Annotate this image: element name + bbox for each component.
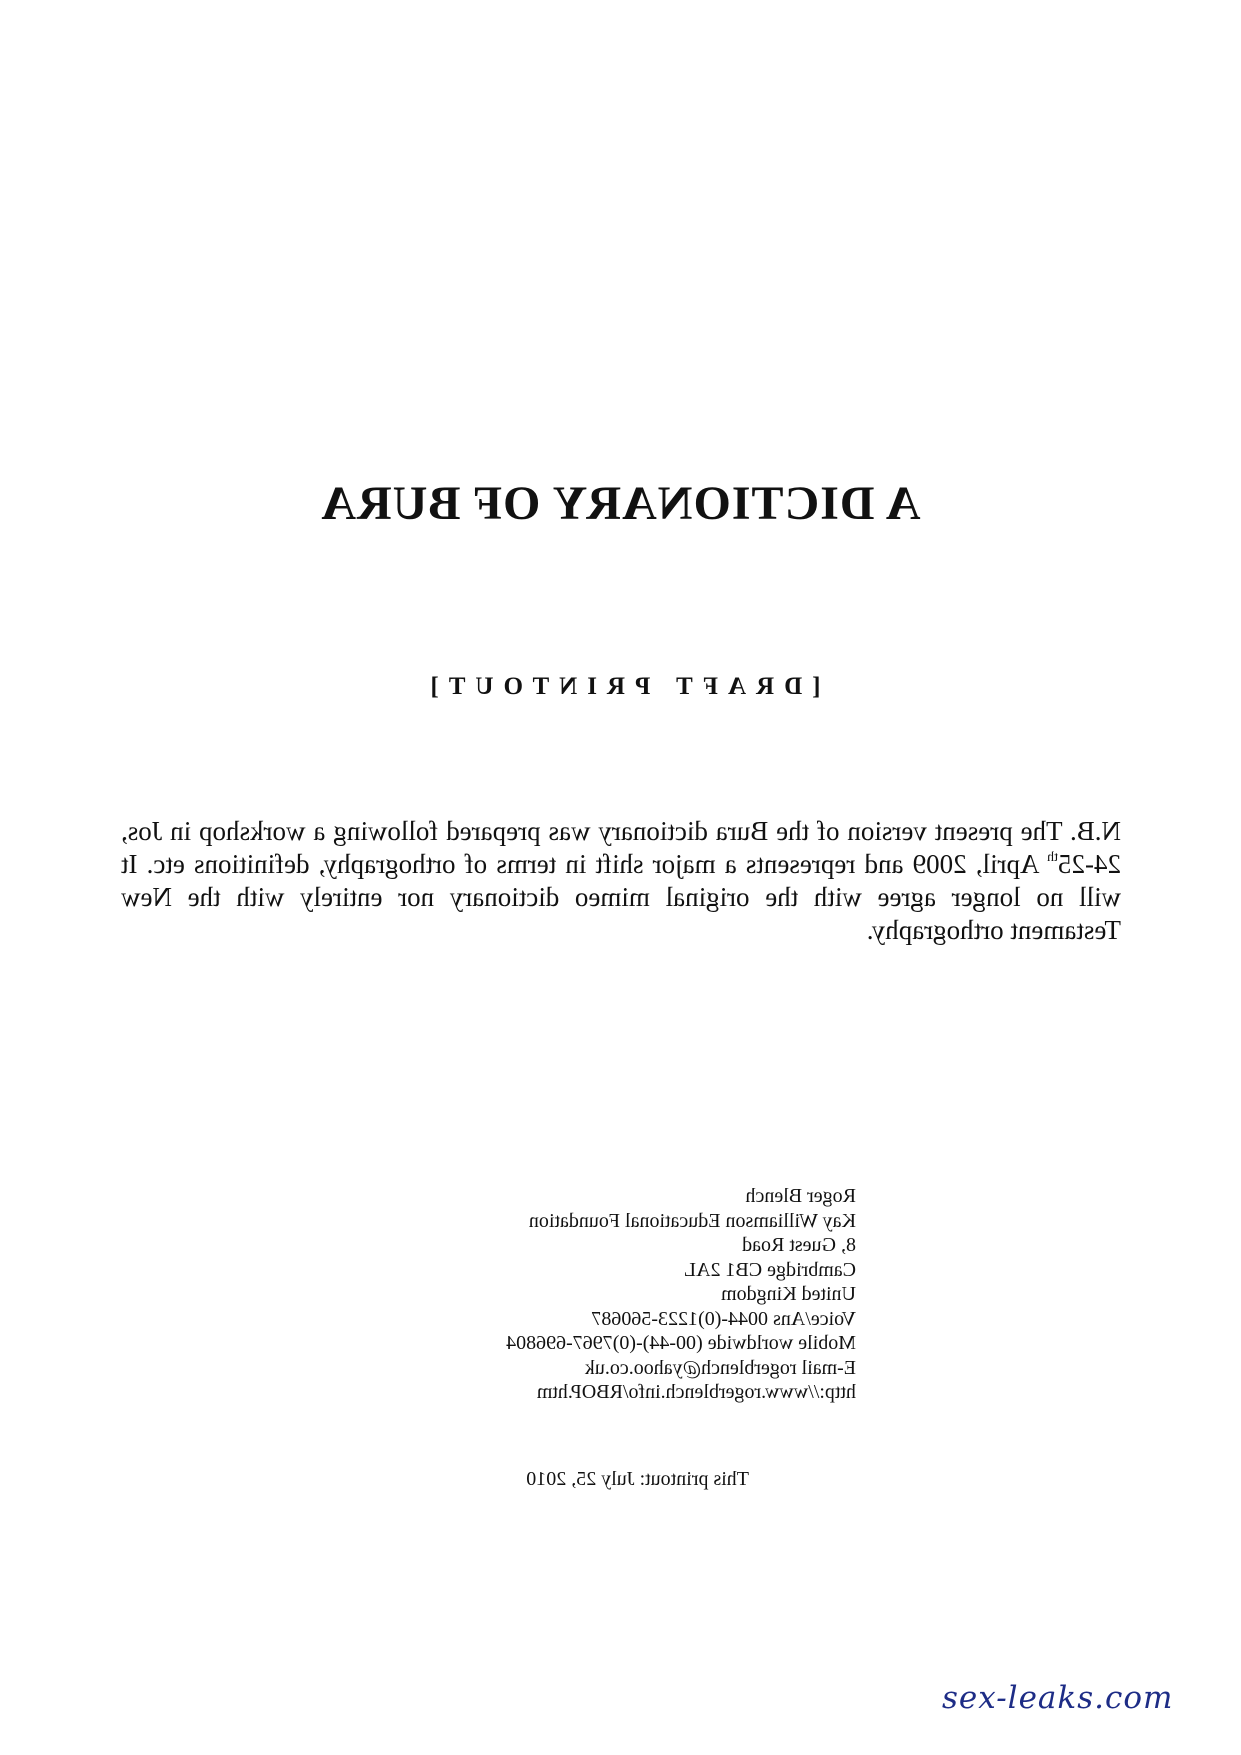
address-line: http://www.rogerblench.info/RBOP.htm [536, 1381, 856, 1403]
note-paragraph [121, 815, 1121, 947]
address-line: Roger Blench [745, 1185, 856, 1207]
note-superscript: th [1047, 850, 1058, 865]
address-line: 8, Guest Road [742, 1234, 856, 1256]
document-title: A DICTIONARY OF BURA [320, 477, 921, 530]
note-text-part1: N.B. The present version of the Bura dictionary was prepared following a workshop in Jos, 24-25 [121, 816, 1121, 879]
address-line: Voice/Ans 0044-(0)1223-560687 [591, 1307, 856, 1330]
address-line: Kay Williamson Educational Foundation [528, 1209, 856, 1232]
printout-date-line: This printout: July 25, 2010 [526, 1468, 749, 1490]
watermark-text: sex-leaks.com [942, 1680, 1174, 1716]
address-line: United Kingdom [721, 1283, 856, 1305]
address-line: Mobile worldwide (00-44)-(0)7967-696804 [506, 1332, 856, 1354]
address-line: Cambridge CB1 2AL [683, 1258, 856, 1281]
document-subtitle: [DRAFT PRINTOUT] [420, 673, 821, 700]
note-text-part2: April, 2009 and represents a major shift in terms of orthography, definitions etc. It will no longer agree with the original mimeo dictionary nor entirely with the New Testament orthography. [121, 849, 1121, 945]
address-block [506, 1184, 856, 1405]
address-line: E-mail rogerblench@yahoo.co.uk [584, 1356, 856, 1379]
